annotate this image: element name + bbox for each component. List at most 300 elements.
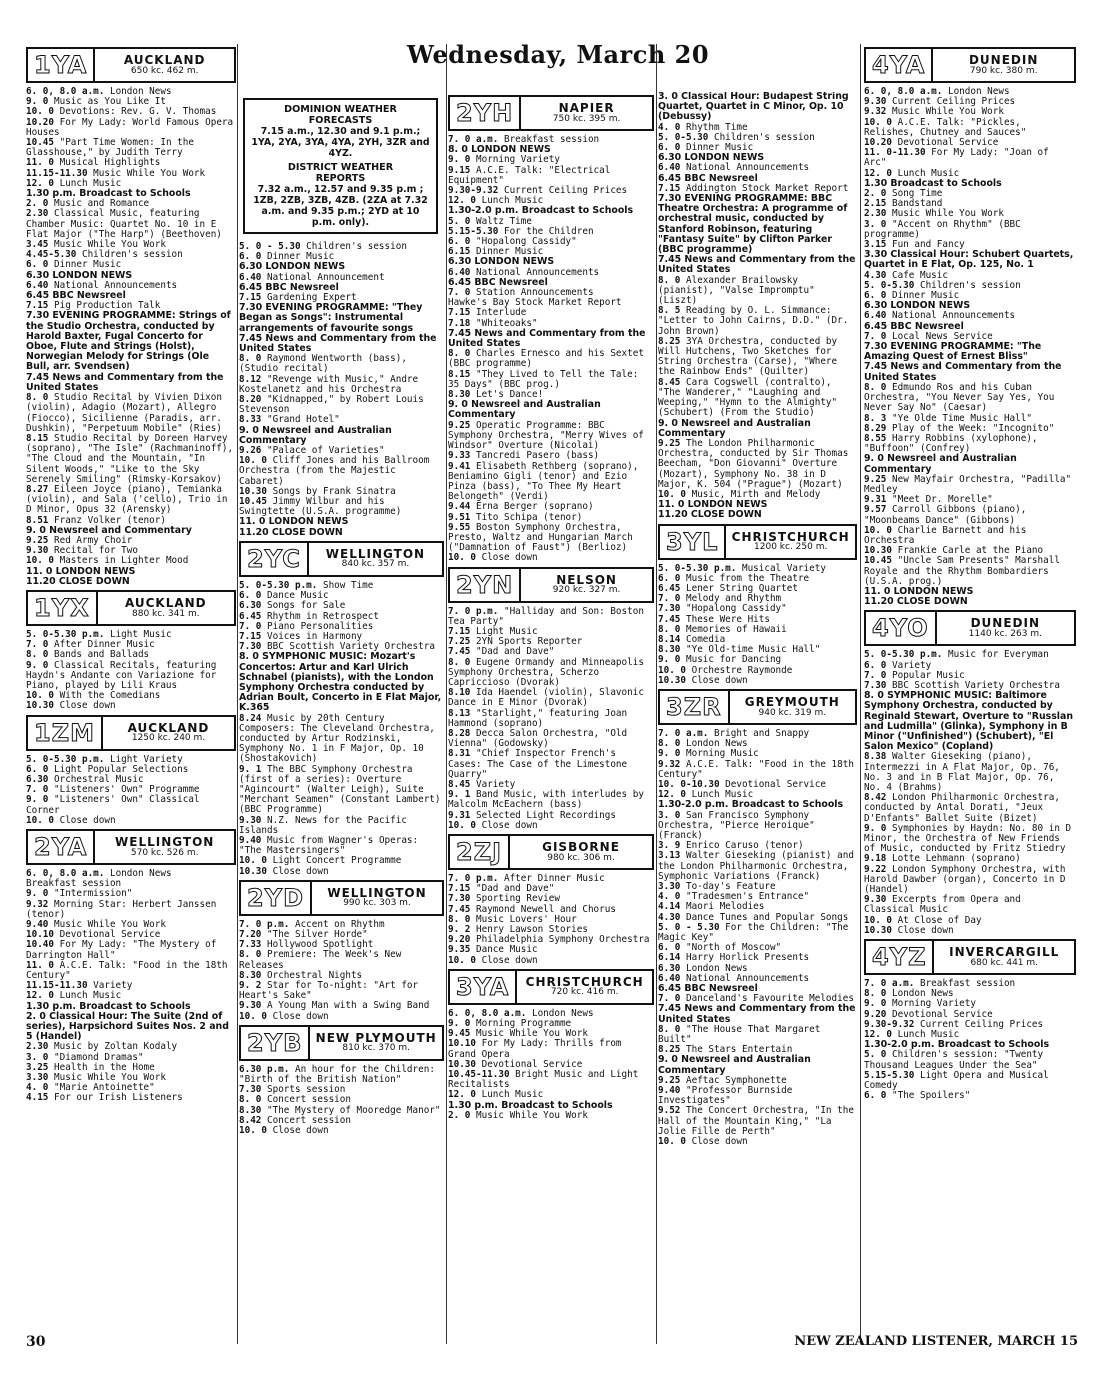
programme-entry: 6. 0, 8.0 a.m. London News (448, 1007, 594, 1019)
programme-entry: 9.25 The London Philharmonic Orchestra, conducted by Sir Thomas Beecham, "Don Giovanni" Overture (Mozart), Symphony No. 38 in D Major, K. 504 ("Prague") (Mozart) (658, 437, 849, 490)
programme-entry: 6.45 BBC Newsreel (26, 290, 126, 302)
programme-entry: 8.13 "Starlight," featuring Joan Hammond (soprano) (448, 707, 628, 729)
programme-entry: 7. 0 p.m. Accent on Rhythm (239, 918, 385, 930)
station-header-2yd (239, 880, 444, 916)
programme-entry: 10.20 For My Lady: World Famous Opera Houses (26, 116, 234, 138)
station-frequency: 810 kc. 370 m. (342, 1043, 410, 1054)
programme-entry: 9.15 A.C.E. Talk: "Electrical Equipment" (448, 164, 611, 186)
programme-entry: 7.15 Interlude (448, 307, 527, 319)
programme-entry: 9. 0 Music as You Like It (26, 96, 166, 108)
programme-entry: 7.15 Voices in Harmony (239, 630, 363, 642)
programme-list-2ya-evening (239, 242, 444, 538)
programme-entry: 9.30 A Young Man with a Swing Band (239, 1000, 430, 1012)
station-city: GREYMOUTH (744, 694, 840, 709)
programme-entry: 6.15 Dinner Music (448, 246, 544, 258)
programme-entry: 9. 2 Henry Lawson Stories (448, 924, 588, 936)
programme-entry: 10. 0 Charlie Barnett and his Orchestra (864, 524, 1027, 546)
programme-entry: 7. 0 p.m. "Halliday and Son: Boston Tea Party" (448, 605, 644, 627)
column-4 (658, 92, 857, 1147)
page-title: Wednesday, March 20 (406, 40, 710, 69)
programme-entry: 5. 0-5.30 Children's session (864, 279, 1021, 291)
programme-entry: 8. 0 SYMPHONIC MUSIC: Mozart's Concertos: Artur and Karl Ulrich Schnabel (pianists), with the London Symphony Orchestra conducted by Adrian Boult, Concerto in E Flat Major, K.365 (239, 651, 442, 714)
programme-list-2yd (239, 920, 444, 1022)
programme-entry: 8. 3 "Ye Olde Time Music Hall" (864, 412, 1032, 424)
programme-entry: 9.57 Carroll Gibbons (piano), "Moonbeams Dance" (Gibbons) (864, 504, 1027, 526)
programme-entry: 9. 0 "Intermission" (26, 888, 133, 900)
programme-entry: 5. 0-5.30 p.m. Show Time (239, 579, 374, 591)
programme-entry: 8. 0 Bands and Ballads (26, 649, 150, 661)
programme-list-2yc (239, 581, 444, 877)
station-call-sign: 2ZJ (450, 836, 510, 868)
programme-entry: 7. 0 Station Announcements (448, 287, 594, 299)
programme-entry: 8.10 Ida Haendel (violin), Slavonic Dance in E Minor (Dvorak) (448, 687, 644, 709)
programme-entry: 8.27 Eileen Joyce (piano), Temianka (violin), and Sala ('cello), Trio in D Minor, Opus 32 (Arensky) (26, 483, 228, 516)
programme-entry: 5.15-5.30 For the Children (448, 225, 594, 237)
programme-entry: 9.30-9.32 Current Ceiling Prices (448, 185, 628, 197)
programme-entry: 8.45 Cara Cogswell (contralto), "The Wanderer," "Laughing and Weeping," "Hymn to the Almighty" (Schubert) (From the Studio) (658, 376, 838, 419)
programme-entry: 8. 0 Studio Recital by Vivien Dixon (violin), Adagio (Mozart), Allegro (Fiocco), Sicilienne (Paradis, arr. Dushkin), "Perpetuum Mobile" (Ries) (26, 392, 222, 434)
programme-entry: 11.15-11.30 Music While You Work (26, 167, 206, 179)
programme-entry: 7. 0 Popular Music (864, 669, 965, 681)
station-city: NELSON (556, 572, 617, 587)
programme-entry: 3. 0 Classical Hour: Budapest String Quartet, Quartet in C Minor, Op. 10 (Debussy) (658, 92, 849, 123)
programme-entry: 12. 0 Lunch Music (448, 195, 544, 207)
programme-entry: 4.30 Cafe Music (864, 269, 948, 281)
programme-entry: 6.40 National Announcements (658, 972, 810, 984)
programme-entry: 8.20 "Kidnapped," by Robert Louis Stevenson (239, 394, 424, 416)
programme-entry: 6.30 Songs for Sale (239, 600, 346, 612)
programme-entry: 1.30-2.0 p.m. Broadcast to Schools (448, 205, 634, 217)
programme-entry: 7.45 News and Commentary from the United States (864, 361, 1062, 383)
programme-entry: Breakfast session (26, 878, 122, 890)
programme-entry: 8. 0 SYMPHONIC MUSIC: Baltimore Symphony Orchestra, conducted by Reginald Stewart, Overture to "Russlan and Ludmilla" (Glinka), Symphony in B Minor ("Unfinished") (Schubert), "El Salon Mexico" (Copland) (864, 690, 1074, 753)
programme-entry: 4.14 Maori Melodies (658, 901, 765, 913)
programme-entry: 10. 0 Close down (448, 552, 538, 564)
programme-entry: 6.45 BBC Newsreel (448, 276, 548, 288)
programme-entry: Hawke's Bay Stock Market Report (448, 297, 622, 309)
column-1 (26, 44, 236, 1104)
weather-box (243, 98, 438, 234)
programme-entry: 5. 0-5.30 p.m. Light Variety (26, 753, 183, 765)
column-divider (860, 44, 861, 1344)
programme-entry: 5. 0-5.30 Children's session (658, 131, 815, 143)
programme-entry: 10. 0 Close down (448, 819, 538, 831)
programme-entry: 7.30 Sports session (239, 1084, 346, 1096)
programme-entry: 3.45 Music While You Work (26, 239, 166, 251)
programme-entry: 7.45 News and Commentary from the United States (658, 1003, 856, 1025)
programme-list-2yn (448, 607, 654, 831)
programme-entry: 10. 0 Cliff Jones and his Ballroom Orchestra (from the Majestic Cabaret) (239, 455, 430, 487)
programme-entry: 5. 0-5.30 p.m. Light Music (26, 628, 172, 640)
programme-entry: 11. 0-11.30 For My Lady: "Joan of Arc" (864, 147, 1049, 169)
programme-entry: 6.30 LONDON NEWS (658, 152, 765, 164)
programme-entry: 8.24 Music by 20th Century Composers: The Cleveland Orchestra, conducted by Artur Rodzinski, Symphony No. 1 in F Major, Op. 10 (Shostakovich) (239, 712, 435, 765)
programme-entry: 8. 0 Memories of Hawaii (658, 623, 787, 635)
column-divider (446, 44, 447, 1344)
programme-entry: 8.38 Walter Gieseking (piano), Intermezzi in A Flat Major, Op. 76, No. 3 and in B Flat Major, Op. 76, No. 4 (Brahms) (864, 751, 1060, 793)
programme-entry: 9.30 Excerpts from Opera and Classical Music (864, 894, 1021, 916)
programme-entry: 7. 0 p.m. After Dinner Music (448, 873, 605, 884)
weather-heading: FORECASTS (308, 115, 373, 126)
programme-entry: 6. 0, 8.0 a.m. London News (864, 86, 1010, 97)
programme-entry: 10. 0 A.C.E. Talk: "Pickles, Relishes, Chutney and Sauces" (864, 116, 1027, 138)
programme-entry: 7. 0 a.m. Bright and Snappy (658, 727, 810, 739)
programme-entry: 9. 0 Morning Variety (448, 154, 560, 166)
station-header-4yz (864, 939, 1076, 975)
programme-entry: 6.14 Harry Horlick Presents (658, 952, 810, 964)
programme-entry: 6.40 National Announcements (26, 279, 178, 291)
programme-entry: 9.44 Erna Berger (soprano) (448, 501, 594, 513)
programme-entry: 10.30 Close down (658, 674, 748, 686)
programme-entry: 7.30 EVENING PROGRAMME: "The Amazing Quest of Ernest Bliss" (864, 341, 1042, 363)
programme-entry: 7. 0 a.m. Breakfast session (864, 978, 1016, 990)
programme-entry: 6. 0 Dinner Music (864, 290, 960, 302)
programme-entry: 12. 0 Lunch Music (448, 1089, 544, 1101)
programme-entry: 9.26 "Palace of Varieties" (239, 445, 385, 457)
programme-entry: 6.40 National Announcements (864, 310, 1016, 322)
programme-entry: 2.30 Music While You Work (864, 208, 1004, 220)
programme-entry: 9.30 Recital for Two (26, 545, 138, 557)
station-city: DUNEDIN (970, 616, 1041, 631)
programme-entry: 10.30 Frankie Carle at the Piano (864, 545, 1044, 557)
programme-entry: 2. 0 Music and Romance (26, 198, 150, 210)
programme-entry: 9. 0 Newsreel and Australian Commentary (658, 1054, 811, 1076)
programme-entry: 6. 0 Dinner Music (26, 259, 122, 271)
station-frequency: 840 kc. 357 m. (341, 559, 410, 570)
programme-entry: 1.30 p.m. Broadcast to Schools (26, 1000, 191, 1012)
programme-entry: 2.30 Music by Zoltan Kodaly (26, 1041, 178, 1053)
programme-entry: 10. 0-10.30 Devotional Service (658, 778, 826, 790)
programme-entry: 8. 0 Charles Ernesco and his Sextet (BBC programme) (448, 348, 644, 370)
programme-list-2yb (239, 1065, 444, 1136)
programme-entry: 8.30 Orchestral Nights (239, 969, 363, 981)
publication-footer: NEW ZEALAND LISTENER, MARCH 15 (794, 1334, 1078, 1349)
programme-entry: 9. 0 Morning Programme (448, 1018, 572, 1030)
station-header-2yh (448, 95, 654, 131)
programme-entry: 10.30 Songs by Frank Sinatra (239, 485, 396, 497)
programme-entry: 8.15 "They Lived to Tell the Tale: 35 Days" (BBC prog.) (448, 368, 639, 390)
station-call-sign: 4YA (866, 49, 933, 81)
programme-entry: 9.45 Music While You Work (448, 1028, 588, 1040)
programme-entry: 9. 0 Symphonies by Haydn: No. 80 in D Minor, the Orchestra of New Friends of Music, conducted by Fritz Stiedry (864, 822, 1072, 855)
programme-entry: 10. 0 Close down (26, 814, 116, 826)
programme-entry: 11. 0 LONDON NEWS (26, 565, 136, 577)
weather-heading: DOMINION WEATHER (284, 104, 397, 115)
programme-entry: 9.32 Morning Star: Herbert Janssen (tenor) (26, 898, 217, 920)
station-call-sign: 4YZ (866, 941, 934, 973)
programme-entry: 1.30 p.m. Broadcast to Schools (448, 1099, 613, 1111)
programme-entry: 6.30 LONDON NEWS (239, 261, 346, 273)
programme-entry: 11. 0 A.C.E. Talk: "Food in the 18th Century" (26, 959, 228, 982)
station-frequency: 940 kc. 319 m. (758, 707, 827, 718)
programme-entry: 9.22 London Symphony Orchestra, with Harold Dawber (organ), Concerto in D (Handel) (864, 863, 1066, 896)
programme-entry: 8.42 London Philharmonic Orchestra, conducted by Antal Dorati, "Jeux D'Enfants" Ballet Suite (Bizet) (864, 792, 1060, 824)
programme-entry: 6.30 Orchestral Music (26, 773, 144, 785)
programme-entry: 10. 0 With the Comedians (26, 690, 161, 702)
programme-entry: 9.25 Operatic Programme: BBC Symphony Orchestra, "Merry Wives of Windsor" Overture (Nicolai) (448, 419, 644, 452)
programme-entry: 9.33 Tancredi Pasero (bass) (448, 450, 600, 462)
programme-entry: 9.30-9.32 Current Ceiling Prices (864, 1018, 1044, 1030)
programme-entry: 7.15 "Dad and Dave" (448, 883, 555, 895)
programme-entry: 2. 0 Music While You Work (448, 1109, 588, 1121)
programme-entry: 6.30 p.m. An hour for the Children: "Birth of the British Nation" (239, 1063, 435, 1086)
programme-entry: 6. 0 "The Spoilers" (864, 1090, 971, 1102)
programme-entry: 10.10 Devotional Service (26, 929, 161, 941)
programme-entry: 9.32 Music While You Work (864, 106, 1004, 118)
programme-entry: 4. 0 "Tradesmen's Entrance" (658, 891, 810, 903)
programme-entry: 10.45 "Uncle Sam Presents" Marshall Royale and the Rhythm Bombardiers (U.S.A. prog.) (864, 555, 1060, 587)
programme-entry: 11.20 CLOSE DOWN (239, 526, 343, 538)
programme-entry: 1.30 Broadcast to Schools (864, 177, 1002, 189)
programme-entry: 6.45 BBC Newsreel (658, 172, 758, 184)
station-header-1ya (26, 47, 236, 83)
programme-entry: 10. 0 Close down (658, 1136, 748, 1148)
programme-entry: 7.33 Hollywood Spotlight (239, 939, 374, 951)
programme-entry: 8.55 Harry Robbins (xylophone), "Buffoon" (Confrey) (864, 432, 1038, 455)
programme-entry: 9.41 Elisabeth Rethberg (soprano), Beniamino Gigli (tenor) and Ezio Pinza (bass), "To Thee My Heart Belongeth" (Verdi) (448, 460, 639, 503)
programme-list-2zj (448, 874, 654, 966)
programme-entry: 9. 0 Classical Recitals, featuring Haydn's Andante con Variazione for Piano, played by Lili Kraus (26, 659, 217, 691)
programme-entry: 9.52 The Concert Orchestra, "In the Hall of the Mountain King," "La Jolie Fille de Perth" (658, 1105, 854, 1137)
programme-entry: 3. 0 "Diamond Dramas" (26, 1051, 144, 1063)
programme-entry: 7. 0 Melody and Rhythm (658, 593, 782, 605)
programme-entry: 7. 0 "Listeners' Own" Programme (26, 784, 200, 796)
station-city: WELLINGTON (327, 885, 427, 900)
station-frequency: 750 kc. 395 m. (552, 113, 621, 124)
programme-entry: 7. 0 a.m. Breakfast session (448, 134, 600, 145)
programme-entry: 2.30 Classical Music, featuring Chamber Music: Quartet No. 10 in E Flat Major ("The Harp") (Beethoven) (26, 208, 222, 240)
programme-list-3ya-afternoon (658, 92, 857, 521)
programme-entry: 7.30 EVENING PROGRAMME: BBC Theatre Orchestra: A programme of orchestral music, conducted by Stanford Robinson, featuring "Fantasy Suite" by Clifton Parker (BBC programme) (658, 193, 848, 256)
station-city: NAPIER (558, 100, 615, 115)
programme-entry: 8.29 Play of the Week: "Incognito" (864, 422, 1055, 434)
programme-entry: 2.15 Bandstand (864, 198, 943, 210)
programme-list-4yo (864, 650, 1076, 936)
programme-entry: 10.40 For My Lady: "The Mystery of Darrington Hall" (26, 939, 217, 961)
programme-entry: 6.45 BBC Newsreel (239, 281, 339, 293)
column-2 (239, 92, 444, 1136)
programme-entry: 6. 0 Light Popular Selections (26, 763, 189, 775)
programme-entry: 9.20 Philadelphia Symphony Orchestra (448, 934, 650, 946)
station-call-sign: 3YA (450, 971, 517, 1003)
programme-entry: 8. 0 Alexander Brailowsky (pianist), "Valse Impromptu" (Liszt) (658, 274, 815, 307)
programme-entry: 6. 0, 8.0 a.m. London News (26, 86, 172, 97)
programme-entry: 8.30 "The Mystery of Mooredge Manor" (239, 1104, 441, 1116)
programme-list-2ya (26, 869, 236, 1104)
programme-entry: 9.30 N.Z. News for the Pacific Islands (239, 814, 407, 836)
station-frequency: 980 kc. 306 m. (547, 852, 615, 863)
programme-entry: 7. 0 Danceland's Favourite Melodies (658, 993, 854, 1005)
programme-entry: 8. 0 Raymond Wentworth (bass), (Studio recital) (239, 353, 407, 375)
programme-entry: 9.25 New Mayfair Orchestra, "Padilla" Medley (864, 473, 1072, 495)
programme-entry: 7.30 BBC Scottish Variety Orchestra (239, 641, 435, 653)
programme-entry: 6. 0 Dinner Music (239, 251, 335, 263)
programme-entry: 9.35 Dance Music (448, 944, 538, 956)
programme-entry: 6.45 Lener String Quartet (658, 582, 798, 594)
programme-entry: 10. 0 Light Concert Programme (239, 855, 402, 867)
programme-entry: 5. 0 Children's session: "Twenty Thousand Leagues Under the Sea" (864, 1049, 1044, 1071)
station-call-sign: 1ZM (28, 717, 103, 749)
station-frequency: 790 kc. 380 m. (969, 65, 1038, 76)
programme-list-3yl (658, 564, 857, 686)
station-city: WELLINGTON (115, 834, 215, 849)
programme-entry: 7. 0 After Dinner Music (26, 639, 155, 651)
programme-entry: 2. 0 Song Time (864, 188, 943, 200)
programme-list-1zm (26, 755, 236, 826)
programme-entry: 6.30 LONDON NEWS (448, 256, 555, 268)
programme-entry: 10.30 Close down (26, 700, 116, 712)
programme-entry: 6.40 National Announcement (239, 271, 385, 283)
column-divider (237, 44, 238, 1344)
programme-entry: 6.40 National Announcements (448, 266, 600, 278)
programme-entry: 9. 0 Morning Music (658, 748, 759, 760)
column-5 (864, 44, 1076, 1101)
programme-entry: 8. 0 Music Lovers' Hour (448, 913, 577, 925)
programme-entry: 11.20 CLOSE DOWN (26, 575, 130, 587)
programme-entry: 4. 0 "Marie Antoinette" (26, 1082, 155, 1094)
programme-entry: 6. 0, 8.0 a.m. London News (26, 868, 172, 879)
programme-entry: 8. 0 Concert session (239, 1094, 351, 1106)
station-call-sign: 2YH (450, 97, 521, 129)
weather-text: 7.15 a.m., 12.30 and 9.1 p.m.; 1YA, 2YA, 3YA, 4YA, 2YH, 3ZR and 4YZ. (251, 126, 430, 159)
station-city: DUNEDIN (968, 52, 1039, 67)
programme-entry: 9.51 Tito Schipa (tenor) (448, 511, 583, 523)
programme-entry: 11. 0 Musical Highlights (26, 157, 161, 169)
station-city: AUCKLAND (123, 52, 206, 67)
programme-entry: 9. 0 "Listeners' Own" Classical Corner (26, 794, 200, 816)
programme-entry: 5. 0 Waltz Time (448, 215, 532, 227)
column-divider (656, 44, 657, 1344)
station-header-3ya (448, 969, 654, 1005)
programme-entry: 7.45 Raymond Newell and Chorus (448, 903, 616, 915)
programme-entry: 5. 0-5.30 p.m. Musical Variety (658, 562, 826, 574)
page-number: 30 (26, 1334, 46, 1350)
programme-list-1yx (26, 630, 236, 712)
programme-entry: 8.30 "Ye Old-time Music Hall" (658, 644, 821, 656)
programme-entry: 8.25 The Stars Entertain (658, 1044, 793, 1056)
programme-entry: 6. 0 Dinner Music (658, 142, 754, 154)
station-header-2yc (239, 541, 444, 577)
programme-entry: 9.31 Selected Light Recordings (448, 809, 616, 821)
programme-entry: 1.30-2.0 p.m. Broadcast to Schools (864, 1039, 1050, 1051)
programme-entry: 12. 0 Lunch Music (658, 789, 754, 801)
programme-entry: 3. 0 "Accent on Rhythm" (BBC programme) (864, 218, 1021, 240)
station-city: GISBORNE (542, 839, 620, 854)
programme-entry: 4.45-5.30 Children's session (26, 249, 183, 261)
programme-entry: 9.25 Red Army Choir (26, 534, 133, 546)
programme-entry: 8. 0 Eugene Ormandy and Minneapolis Symphony Orchestra, Scherzo Capriccioso (Dvorak) (448, 656, 644, 688)
programme-list-1ya (26, 87, 236, 587)
programme-entry: 5. 0 - 5.30 Children's session (239, 241, 407, 252)
station-city: CHRISTCHURCH (525, 974, 644, 989)
programme-entry: 8.33 "Grand Hotel" (239, 414, 340, 426)
programme-entry: 10.30 Close down (239, 865, 329, 877)
programme-entry: 7.30 Sporting Review (448, 893, 560, 905)
station-city: AUCKLAND (127, 720, 210, 735)
station-frequency: 680 kc. 441 m. (970, 957, 1039, 968)
programme-entry: 10. 0 Devotions: Rev. G. V. Thomas (26, 106, 217, 118)
programme-entry: 1.30-2.0 p.m. Broadcast to Schools (658, 799, 844, 811)
programme-entry: 7.45 These Were Hits (658, 613, 770, 625)
programme-entry: 6. 0 "Hopalong Cassidy" (448, 236, 577, 248)
programme-entry: 7. 0 Piano Personalities (239, 620, 374, 632)
programme-entry: 8. 0 "The House That Margaret Built" (658, 1023, 821, 1046)
programme-entry: 9.40 "Professor Burnside Investigates" (658, 1085, 793, 1107)
weather-text: 7.32 a.m., 12.57 and 9.35 p.m ; 1ZB, 2ZB, 3ZB, 4ZB. (2ZA at 7.32 a.m. and 9.35 p.m.; 2YD at 10 p.m. only). (253, 184, 428, 228)
programme-entry: 8.31 "Chief Inspector French's Cases: The Case of the Limestone Quarry" (448, 748, 628, 780)
programme-entry: 7.45 News and Commentary from the United States (448, 327, 646, 350)
programme-entry: 6.40 National Announcements (658, 162, 810, 174)
station-frequency: 920 kc. 327 m. (552, 585, 621, 596)
programme-entry: 5. 0-5.30 p.m. Music for Everyman (864, 649, 1049, 661)
programme-entry: 3.25 Health in the Home (26, 1061, 155, 1073)
station-frequency: 1250 kc. 240 m. (131, 733, 206, 744)
station-call-sign: 2YC (241, 543, 309, 575)
station-call-sign: 3ZR (660, 691, 730, 723)
programme-entry: 9.40 Music While You Work (26, 919, 166, 931)
programme-entry: 10. 0 Orchestre Raymonde (658, 664, 793, 676)
station-frequency: 1200 kc. 250 m. (754, 542, 828, 553)
programme-entry: 12. 0 Lunch Music (26, 177, 122, 189)
station-city: CHRISTCHURCH (731, 529, 850, 544)
station-header-4yo (864, 610, 1076, 646)
programme-entry: 10. 0 Music, Mirth and Melody (658, 488, 821, 500)
programme-entry: 11. 0 LONDON NEWS (658, 499, 768, 511)
programme-entry: 2. 0 Classical Hour: The Suite (2nd of series), Harpsichord Suites Nos. 2 and 5 (Handel) (26, 1010, 229, 1043)
programme-entry: 5.15-5.30 Light Opera and Musical Comedy (864, 1069, 1049, 1092)
station-header-3yl (658, 524, 857, 560)
programme-entry: 7.30 "Hopalong Cassidy" (658, 603, 787, 615)
programme-entry: 11. 0 LONDON NEWS (864, 585, 974, 597)
programme-entry: 11. 0 LONDON NEWS (239, 516, 349, 528)
programme-entry: 8.45 Variety (448, 778, 516, 790)
station-city: WELLINGTON (325, 546, 426, 561)
programme-entry: 8.28 Decca Salon Orchestra, "Old Vienna" (Godowsky) (448, 727, 628, 750)
station-header-2yn (448, 567, 654, 603)
programme-entry: 9. 0 Newsreel and Australian Commentary (239, 424, 392, 446)
station-call-sign: 3YL (660, 526, 726, 558)
programme-entry: 9.30 Current Ceiling Prices (864, 96, 1016, 108)
programme-entry: 7.15 Gardening Expert (239, 292, 357, 304)
programme-entry: 8. 0 London News (864, 988, 954, 1000)
programme-entry: 8.30 Let's Dance! (448, 389, 544, 401)
column-3 (448, 92, 654, 1121)
station-call-sign: 2YB (241, 1027, 310, 1059)
programme-entry: 9.31 "Meet Dr. Morelle" (864, 494, 993, 506)
programme-entry: 10.30 Devotional Service (448, 1058, 583, 1070)
programme-entry: 3.15 Fun and Fancy (864, 239, 965, 251)
programme-entry: 7.45 News and Commentary from the United States (239, 332, 437, 355)
programme-entry: 10.45 "Part Time Women: In the Glasshouse," by Judith Terry (26, 137, 194, 159)
programme-entry: 7.15 Light Music (448, 625, 538, 637)
station-header-2zj (448, 834, 654, 870)
programme-entry: 9. 0 Newsreel and Australian Commentary (864, 453, 1017, 475)
station-header-1zm (26, 715, 236, 751)
programme-entry: 8.51 Franz Volker (tenor) (26, 514, 166, 526)
programme-entry: 10.20 Devotional Service (864, 137, 999, 149)
programme-entry: 3. 0 San Francisco Symphony Orchestra, "Pierce Heroique" (Franck) (658, 809, 815, 841)
station-frequency: 570 kc. 526 m. (130, 847, 199, 858)
station-city: INVERCARGILL (949, 945, 1060, 960)
programme-entry: 6.45 BBC Newsreel (658, 983, 758, 995)
station-header-4ya (864, 47, 1076, 83)
programme-entry: 7.45 News and Commentary from the United States (658, 254, 856, 276)
programme-entry: 7.20 "The Silver Horde" (239, 928, 368, 940)
programme-entry: 9.18 Lotte Lehmann (soprano) (864, 853, 1021, 865)
programme-list-4yz (864, 979, 1076, 1101)
programme-entry: 10. 0 Close down (239, 1125, 329, 1137)
station-call-sign: 1YA (28, 49, 95, 81)
